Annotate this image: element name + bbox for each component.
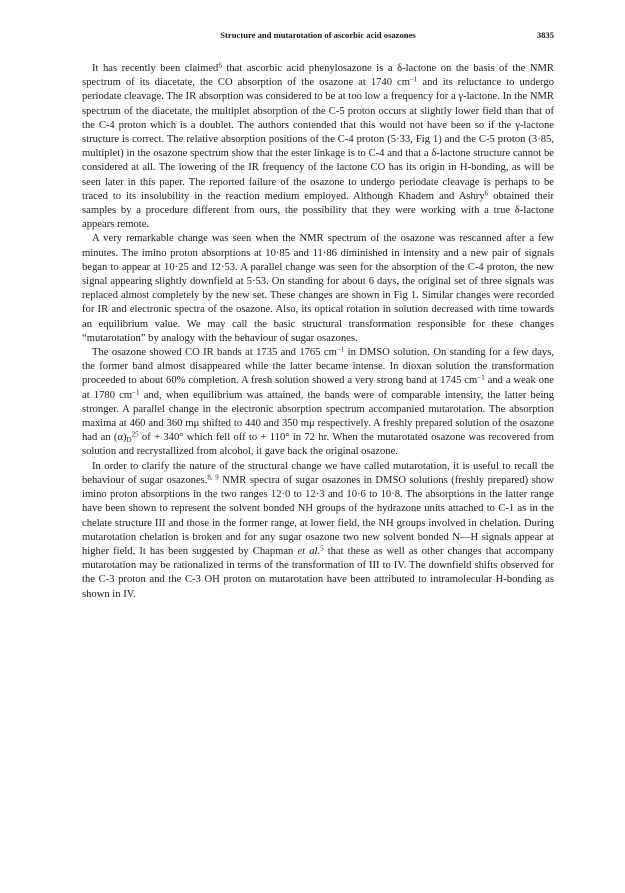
text-run: obtained their samples by a procedure different from ours, the possibility that they were working with a true δ-lactone appears remote. <box>82 190 554 231</box>
superscript: −1 <box>336 345 345 354</box>
text-run: A very remarkable change was seen when the NMR spectrum of the osazone was rescanned after a few minutes. The imino proton absorptions at 10·85 and 11·86 diminished in intensity and a new pair of signals began to appear at 10·25 and 12·53. A parallel change was seen for the absorption of the C-4 proton, the new signal appearing slightly downfield at 5·53. On standing for about 6 days, the original set of three signals was replaced almost completely by the new set. These changes are shown in Fig 1. Similar changes were recorded for IR and electronic spectra of the osazone. Also, its optical rotation in solution decreased with time towards an equilibrium value. We may call the basic structural transformation responsible for these changes “mutarotation” by analogy with the behaviour of sugar osazones. <box>82 233 554 344</box>
running-title: Structure and mutarotation of ascorbic acid osazones <box>220 30 416 40</box>
paragraph <box>82 346 554 460</box>
text-run: and a weak one at 1780 cm <box>82 375 554 401</box>
superscript: −1 <box>477 373 485 382</box>
paragraph <box>82 232 554 346</box>
paragraph <box>82 460 554 602</box>
page-number: 3835 <box>536 30 554 40</box>
text-run: in DMSO solution. On standing for a few days, the former band almost disappeared while the latter became intense. In dioxan solution the transformation proceeded to about 60% completion. A fresh solution showed a very strong band at 1745 cm <box>82 347 554 387</box>
superscript: −1 <box>132 388 140 397</box>
journal-page <box>82 30 554 602</box>
text-run: and its reluctance to undergo periodate cleavage. The IR absorption was considered to be at too low a frequency for a γ-lactone. In the NMR spectrum of the diacetate, the multiplet absorption of the C-5 proton occurs at slightly lower field than that of the C-4 proton which is a doublet. The authors contended that this would not have been so if the γ-lactone structure is correct. The relative absorption positions of the C-4 proton (5·33, Fig 1) and the C-5 proton (3·85, multiplet) in the osazone spectrum show that the ester linkage is to C-4 and that a δ-lactone structure cannot be considered at all. The lowering of the IR frequency of the lactone CO has its origin in H-bonding, as will be seen later in this paper. The reported failure of the osazone to undergo periodate cleavage is perhaps to be traced to its insolubility in the reaction medium employed. Although Khadem and Ashry <box>82 77 554 202</box>
text-run: NMR spectra of sugar osazones in DMSO solutions (freshly prepared) show imino proton absorptions in the two ranges 12·0 to 12·3 and 10·6 to 10·8. The absorptions in the latter range have been shown to represent the solvent bonded NH groups of the hydrazone units attached to C-1 as in the chelate structure III and those in the former range, at lower field, the NH groups involved in chelation. During mutarotation chelation is broken and for any sugar osazone two new solvent bonded N—H signals appear at higher field. It has been suggested by Chapman <box>82 474 555 557</box>
superscript: 25 <box>131 430 139 439</box>
text-run: The osazone showed CO IR bands at 1735 and 1765 cm <box>92 347 337 359</box>
paragraph <box>82 62 554 232</box>
superscript: 6 <box>218 61 222 70</box>
superscript: 8, 9 <box>207 473 219 482</box>
italic-text: et al. <box>297 545 321 557</box>
running-header <box>82 30 554 46</box>
text-run: In order to clarify the nature of the structural change we have called mutarotation, it is useful to recall the behaviour of sugar osazones. <box>82 460 554 486</box>
superscript: −1 <box>409 75 418 84</box>
text-run: that ascorbic acid phenylosazone is a δ-lactone on the basis of the NMR spectrum of its diacetate, the CO absorption of the osazone at 1740 cm <box>82 63 554 89</box>
text-run: of + 340° which fell off to + 110° in 72 hr. When the mutarotated osazone was recovered from solution and recrystallized from alcohol, it gave back the original osazone. <box>82 432 554 458</box>
subscript: D <box>126 436 132 445</box>
superscript: 5 <box>320 544 324 553</box>
article-body <box>82 62 554 602</box>
text-run: that these as well as other changes that accompany mutarotation may be rationalized in terms of the transformation of III to IV. The downfield shifts observed for the C-3 proton and the C-3 OH proton on mutarotation have been attributed to intramolecular H-bonding as shown in IV. <box>82 545 554 600</box>
text-run: It has recently been claimed <box>92 63 219 74</box>
superscript: 6 <box>484 189 489 198</box>
text-run: and, when equilibrium was attained, the bands were of comparable intensity, the latter being stronger. A parallel change in the electronic absorption spectrum accompanied mutarotation. The absorption maxima at 460 and 360 mμ shifted to 440 and 350 mμ respectively. A freshly prepared solution of the osazone had an (α) <box>82 389 554 444</box>
